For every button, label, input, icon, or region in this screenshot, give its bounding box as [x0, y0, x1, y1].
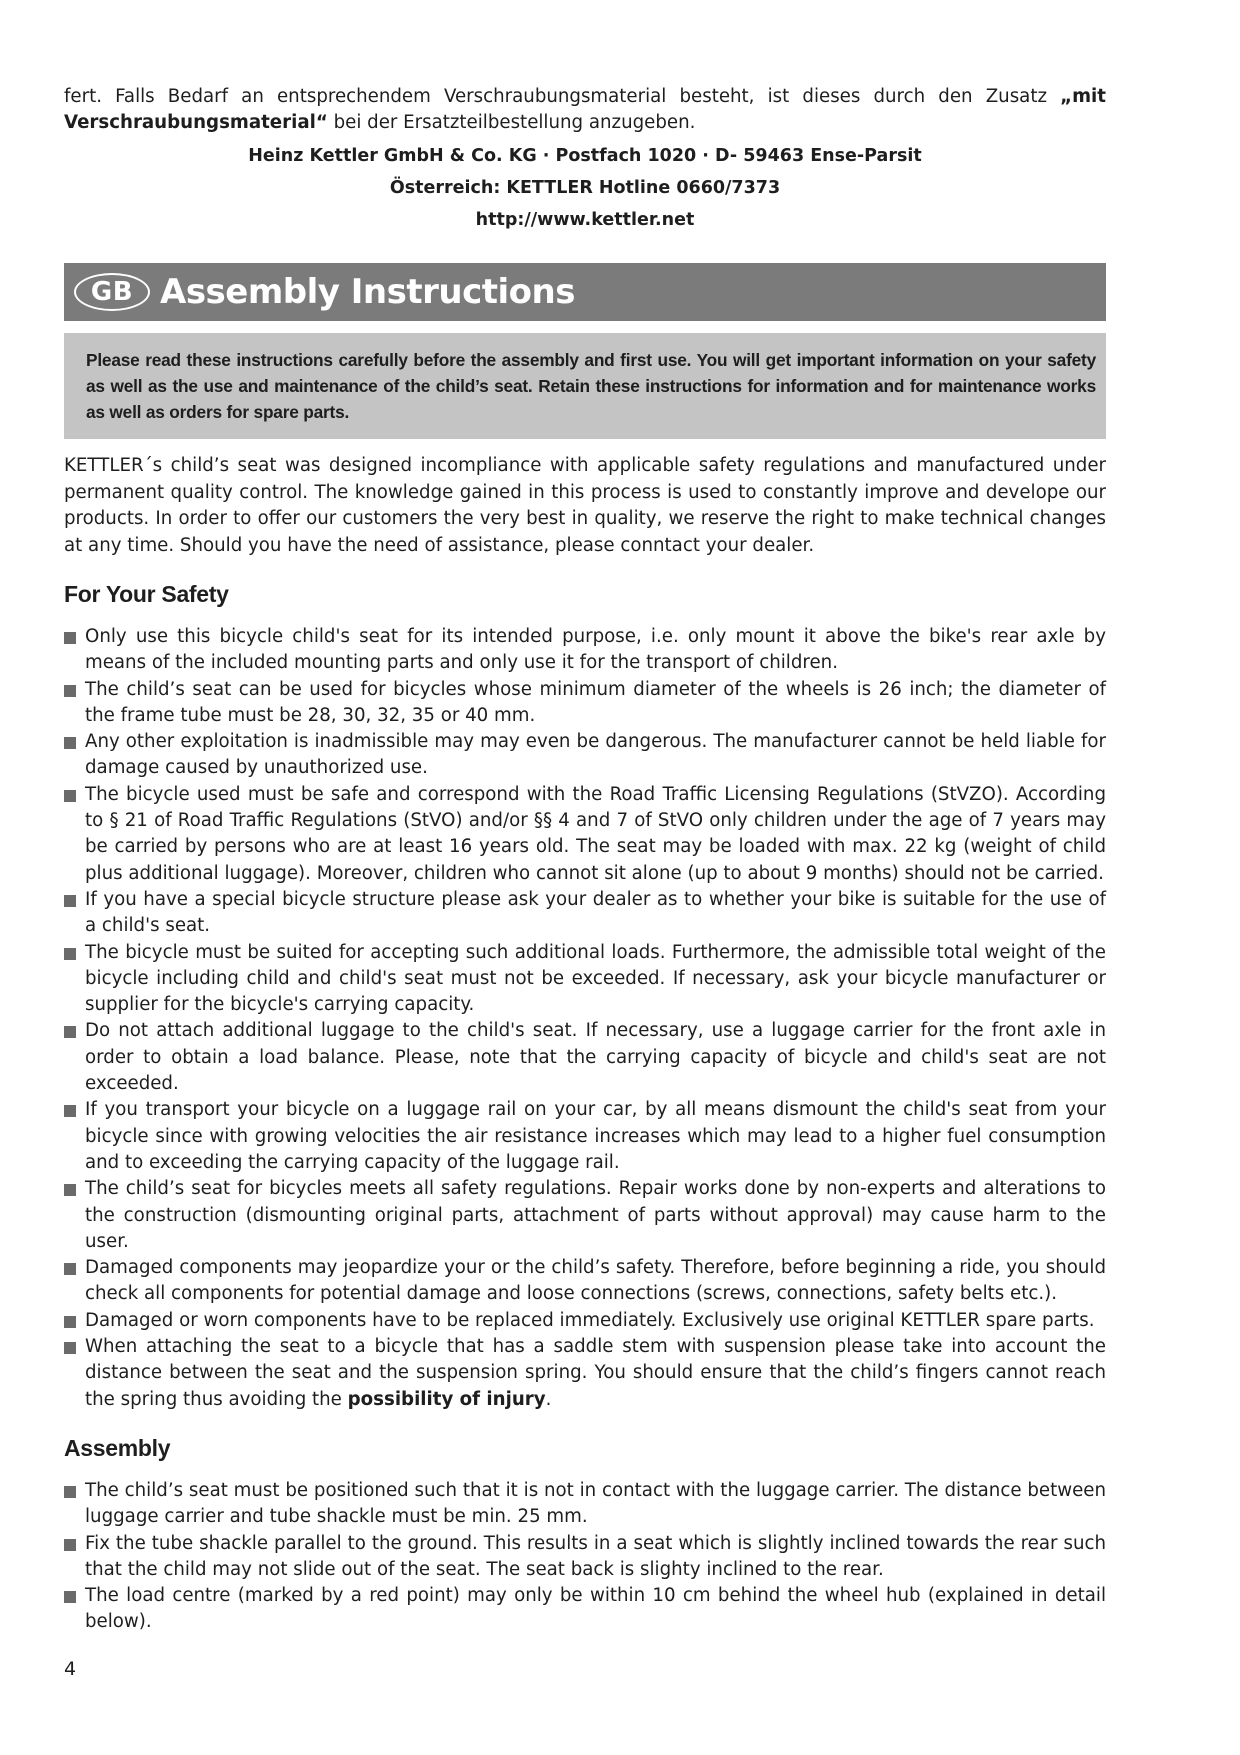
list-item-text: When attaching the seat to a bicycle that has a saddle stem with suspension please take into account the distance between the seat and the suspension spring. You should ensure that the child’s fingers cannot reach the spring thus avoiding the: [85, 1336, 1106, 1410]
bullet-square-icon: [64, 632, 76, 644]
intro-bold: „mit Verschraubungsmaterial“: [64, 86, 1106, 133]
notice-box: Please read these instructions carefully before the assembly and first use. You will get important information on your safety as well as the use and maintenance of the child’s seat. Retain these instructions for information and for maintenance works as well as orders for spare parts.: [64, 333, 1106, 439]
list-item-text: The child’s seat can be used for bicycles whose minimum diameter of the wheels is 26 inch; the diameter of the frame tube must be 28, 30, 32, 35 or 40 mm.: [85, 678, 1106, 726]
bullet-square-icon: [64, 1263, 76, 1275]
bullet-square-icon: [64, 1342, 76, 1354]
bullet-square-icon: [64, 790, 76, 802]
intro-text-after: bei der Ersatzteilbestellung anzugeben.: [327, 112, 696, 133]
list-item: [64, 729, 1106, 782]
list-item: [64, 940, 1106, 1019]
bullet-square-icon: [64, 895, 76, 907]
list-item-text: If you transport your bicycle on a luggage rail on your car, by all means dismount the child's seat from your bicycle since with growing velocities the air resistance increases which may lead to a higher fuel consumption and to exceeding the carrying capacity of the luggage rail.: [85, 1099, 1106, 1173]
list-item: [64, 1018, 1106, 1097]
list-item: [64, 1334, 1106, 1413]
bullet-square-icon: [64, 1184, 76, 1196]
safety-list: [64, 624, 1106, 1413]
bullet-square-icon: [64, 685, 76, 697]
page-content: [64, 84, 1106, 1636]
bullet-square-icon: [64, 737, 76, 749]
intro-paragraph: [64, 84, 1106, 136]
list-item-text: Only use this bicycle child's seat for its intended purpose, i.e. only mount it above the bike's rear axle by means of the included mounting parts and only use it for the transport of children.: [85, 626, 1106, 674]
bullet-square-icon: [64, 948, 76, 960]
list-item-text: The load centre (marked by a red point) may only be within 10 cm behind the wheel hub (explained in detail below).: [85, 1585, 1106, 1633]
assembly-heading: Assembly: [64, 1434, 171, 1461]
page-number: 4: [64, 1658, 77, 1680]
address-line-website: http://www.kettler.net: [475, 210, 695, 230]
list-item: [64, 677, 1106, 730]
intro-description: KETTLER´s child’s seat was designed incompliance with applicable safety regulations and manufactured under permanent quality control. The knowledge gained in this process is used to constantly improve and develope our products. In order to offer our customers the very best in quality, we reserve the right to make technical changes at any time. Should you have the need of assistance, please conntact your dealer.: [64, 455, 1106, 556]
list-item-text: The child’s seat must be positioned such that it is not in contact with the luggage carrier. The distance between luggage carrier and tube shackle must be min. 25 mm.: [85, 1479, 1106, 1528]
list-item-text: The bicycle used must be safe and correspond with the Road Traffic Licensing Regulations (StVZO). According to § 21 of Road Traffic Regulations (StVO) and/or §§ 4 and 7 of StVO only children under the age of 7 years may be carried by persons who are at least 16 years old. The seat may be loaded with max. 22 kg (weight of child plus additional luggage). Moreover, children who cannot sit alone (up to about 9 months) should not be carried.: [85, 783, 1106, 884]
list-item-text: Damaged components may jeopardize your or the child’s safety. Therefore, before beginning a ride, you should check all components for potential damage and loose connections (screws, connections, safety belts etc.).: [85, 1257, 1106, 1305]
list-item-text: The child’s seat for bicycles meets all safety regulations. Repair works done by non-experts and alterations to the construction (dismounting original parts, attachment of parts without approval) may cause harm to the user.: [85, 1178, 1106, 1252]
address-line-hotline: Österreich: KETTLER Hotline 0660/7373: [389, 178, 781, 198]
list-item-end: .: [545, 1388, 552, 1410]
bullet-square-icon: [64, 1316, 76, 1328]
address-line-company: Heinz Kettler GmbH & Co. KG · Postfach 1020 · D- 59463 Ense-Parsit: [248, 146, 922, 166]
assembly-list: [64, 1478, 1106, 1636]
list-item-text: Damaged or worn components have to be replaced immediately. Exclusively use original KETTLER spare parts.: [85, 1309, 1095, 1331]
list-item: [64, 1531, 1106, 1584]
list-item: [64, 1308, 1106, 1334]
bullet-square-icon: [64, 1026, 76, 1038]
list-item-bold: possibility of injury: [347, 1388, 546, 1410]
list-item: [64, 782, 1106, 887]
bullet-square-icon: [64, 1105, 76, 1117]
list-item: [64, 1478, 1106, 1531]
banner-title: Assembly Instructions: [160, 272, 575, 312]
list-item: [64, 1255, 1106, 1308]
list-item-text: Fix the tube shackle parallel to the ground. This results in a seat which is slightly inclined towards the rear such that the child may not slide out of the seat. The seat back is slighty inclined to the rear.: [85, 1532, 1106, 1580]
bullet-square-icon: [64, 1591, 76, 1603]
safety-heading: For Your Safety: [64, 581, 229, 607]
bullet-square-icon: [64, 1486, 76, 1498]
list-item: [64, 1583, 1106, 1636]
list-item: [64, 624, 1106, 677]
list-item-text: If you have a special bicycle structure please ask your dealer as to whether your bike is suitable for the use of a child's seat.: [85, 888, 1106, 937]
language-badge: GB: [74, 273, 150, 311]
bullet-square-icon: [64, 1539, 76, 1551]
list-item-text: The bicycle must be suited for accepting such additional loads. Furthermore, the admissible total weight of the bicycle including child and child's seat must not be exceeded. If necessary, ask your bicycle manufacturer or supplier for the bicycle's carrying capacity.: [85, 941, 1106, 1016]
list-item: [64, 1176, 1106, 1255]
intro-text-before: fert. Falls Bedarf an entsprechendem Verschraubungsmaterial besteht, ist dieses durch den Zusatz: [64, 86, 1061, 107]
list-item-text: Any other exploitation is inadmissible may may even be dangerous. The manufacturer cannot be held liable for damage caused by unauthorized use.: [85, 731, 1106, 779]
list-item: [64, 887, 1106, 940]
list-item-text: Do not attach additional luggage to the child's seat. If necessary, use a luggage carrier for the front axle in order to obtain a load balance. Please, note that the carrying capacity of bicycle and child's seat are not exceeded.: [85, 1020, 1106, 1095]
list-item: [64, 1097, 1106, 1176]
section-banner: [64, 263, 1106, 321]
